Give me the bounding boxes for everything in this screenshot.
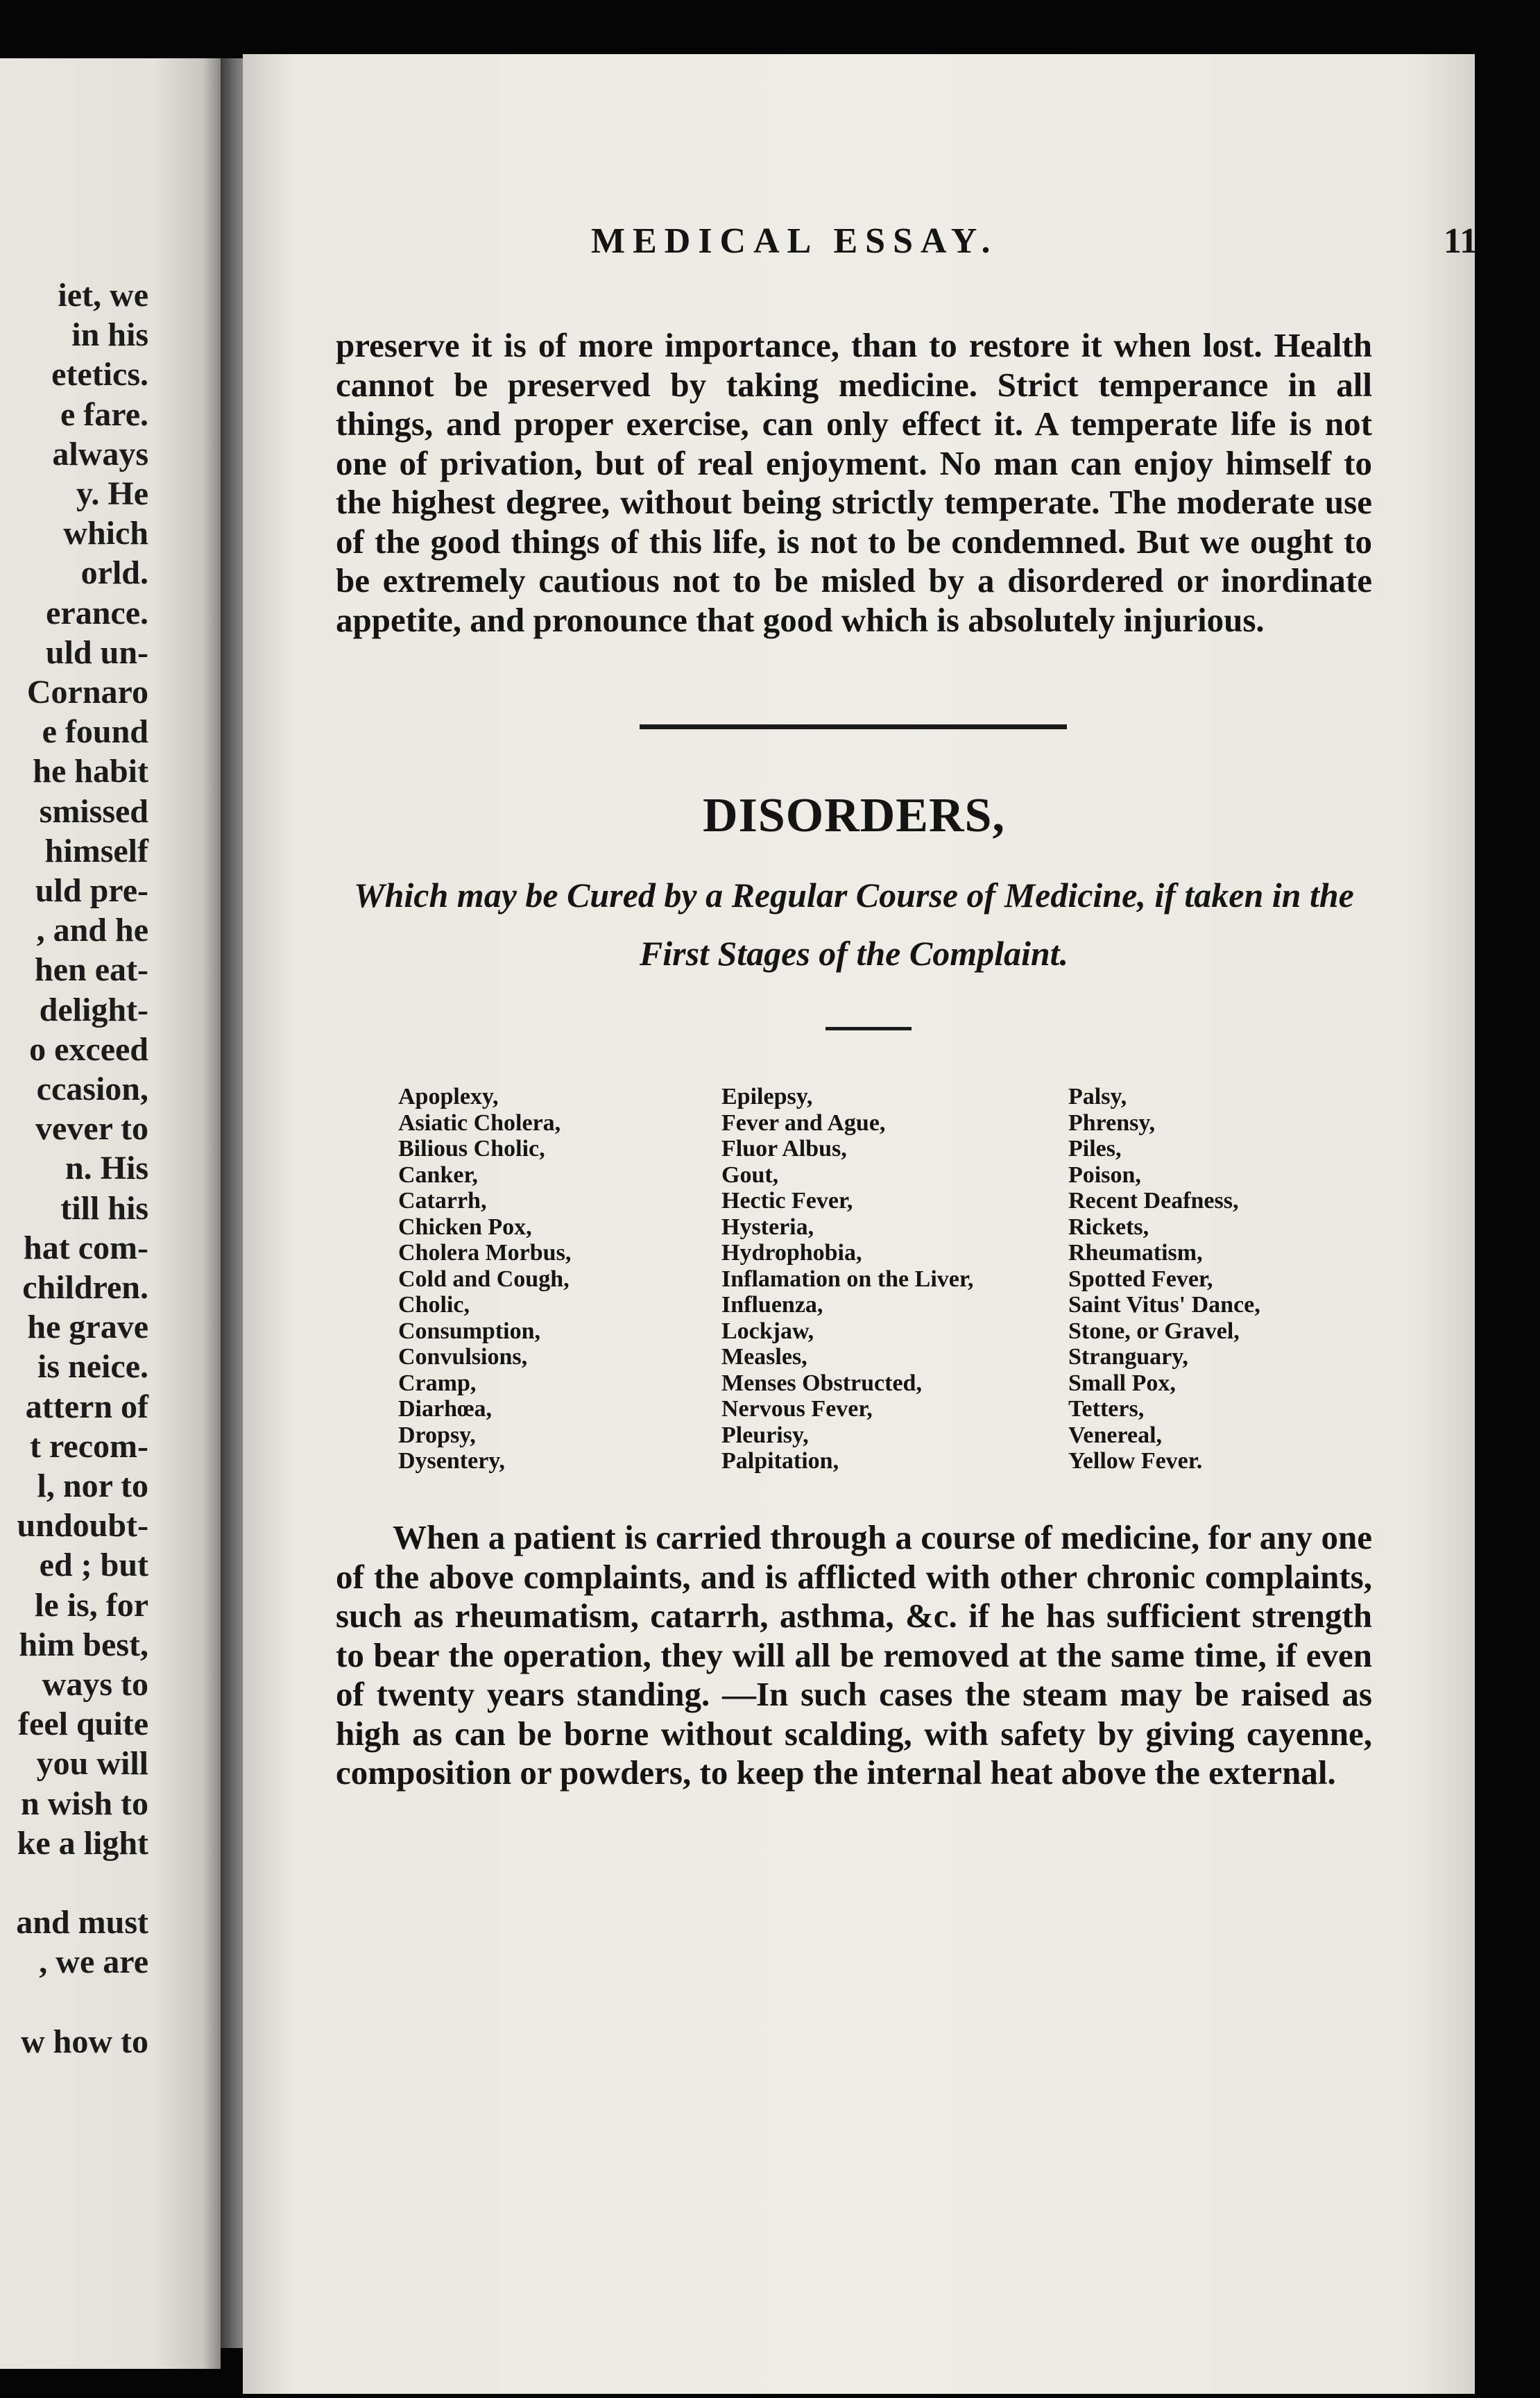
facing-page-line: le is, for [35,1586,148,1624]
facing-page-line: ed ; but [39,1547,148,1584]
facing-page-line: himself [44,832,148,869]
facing-page-line: till his [60,1189,148,1227]
disorder-item: Epilepsy, [721,1084,813,1109]
disorder-item: Cholera Morbus, [398,1240,572,1266]
facing-page-line: , we are [39,1944,148,1981]
disorder-item: Rheumatism, [1068,1240,1203,1266]
disorder-item: Cold and Cough, [398,1266,570,1292]
facing-page-line: n. His [65,1150,148,1187]
facing-page-line: feel quite [18,1706,148,1743]
disorder-item: Convulsions, [398,1344,528,1370]
facing-page-line: which [63,515,148,552]
facing-page-line: in his [71,316,148,354]
disorder-item: Recent Deafness, [1068,1188,1239,1214]
disorder-item: Diarhœa, [398,1396,493,1422]
disorder-item: Pleurisy, [721,1422,809,1448]
facing-page-line: ke a light [17,1824,148,1862]
facing-page-line: e found [42,713,148,751]
disorder-item: Menses Obstructed, [721,1370,922,1396]
paragraph-temperance: preserve it is of more importance, than to restore it when lost. Health cannot be preserved by taking medicine. Strict temperance in all things, and proper exercise, can only effect it. A temperate life is not one of privation, but of real enjoyment. No man can enjoy himself to the highest degree, without being strictly temperate. The moderate use of the good things of this life, is not to be condemned. But we ought to be extremely cautious not to be misled by a disordered or inordinate appetite, and pronounce that good which is absolutely injurious. [336,326,1372,639]
facing-page-line: ways to [42,1666,148,1703]
disorder-item: Catarrh, [398,1188,487,1214]
disorders-column-1 [398,1084,571,1474]
disorder-item: Hectic Fever, [721,1188,853,1214]
facing-page-line: smissed [39,792,148,830]
disorder-item: Poison, [1068,1162,1141,1188]
facing-page-line: l, nor to [37,1468,148,1504]
disorder-item: Chicken Pox, [398,1214,532,1240]
disorder-item: Saint Vitus' Dance, [1068,1292,1260,1318]
facing-page-line: he grave [27,1309,148,1346]
disorder-item: Lockjaw, [721,1318,814,1344]
disorder-item: Inflamation on the Liver, [721,1266,974,1292]
facing-page [0,58,221,2369]
disorder-item: Cholic, [398,1292,470,1318]
facing-page-line: and must [16,1904,148,1941]
facing-page-line: etetics. [51,356,148,393]
facing-page-line: him best, [19,1626,148,1663]
disorder-item: Yellow Fever. [1068,1448,1203,1474]
disorder-item: Dysentery, [398,1448,505,1474]
disorder-item: Apoplexy, [398,1084,499,1109]
disorder-item: Canker, [398,1162,478,1188]
disorder-item: Measles, [721,1344,807,1370]
facing-page-line: e fare. [60,396,148,433]
facing-page-line: n wish to [20,1785,148,1822]
facing-page-line: he habit [33,753,148,790]
running-head [347,221,1478,276]
disorder-item: Dropsy, [398,1422,476,1448]
section-heading: DISORDERS, [703,789,1005,842]
disorders-column-3 [1068,1084,1260,1474]
running-title: MEDICAL ESSAY. [591,221,998,261]
short-divider [825,1027,912,1030]
disorder-item: Stone, or Gravel, [1068,1318,1240,1344]
facing-page-line: hat com- [24,1229,148,1266]
disorder-item: Consumption, [398,1318,541,1344]
facing-page-line: vever to [35,1110,148,1148]
disorder-item: Palsy, [1068,1084,1127,1109]
facing-page-line: o exceed [29,1030,148,1068]
facing-page-line: , and he [36,912,148,949]
facing-page-line: Cornaro [26,674,148,711]
facing-page-line: w how to [20,2023,148,2060]
disorder-item: Bilious Cholic, [398,1136,545,1162]
disorder-item: Palpitation, [721,1448,839,1474]
facing-page-line: y. He [76,475,148,512]
disorders-column-2 [721,1084,973,1474]
facing-page-line: undoubt- [17,1507,148,1545]
facing-page-line: always [52,435,148,473]
facing-page-line: children. [22,1269,148,1306]
disorder-item: Rickets, [1068,1214,1149,1240]
disorder-item: Stranguary, [1068,1344,1188,1370]
facing-page-line: is neice. [37,1348,148,1386]
disorder-item: Piles, [1068,1136,1122,1162]
disorder-item: Influenza, [721,1292,823,1318]
section-subheading: Which may be Cured by a Regular Course of Medicine, if taken in the First Stages of the Complaint. [354,876,1354,973]
facing-page-line: hen eat- [35,951,148,989]
disorder-item: Hydrophobia, [721,1240,862,1266]
page-number: 11 [1443,221,1478,261]
facing-page-line: iet, we [58,277,148,314]
paragraph-treatment: When a patient is carried through a course of medicine, for any one of the above complaints, and is afflicted with other chronic complaints, such as rheumatism, catarrh, asthma, &c. if he has sufficient strength to bear the operation, they will all be removed at the same time, if even of twenty years standing. —In such cases the steam may be raised as high as can be borne without scalding, with safety by giving cayenne, composition or powders, to keep the internal heat above the external. [336,1518,1372,1792]
facing-page-line: t recom- [30,1427,148,1465]
disorder-item: Venereal, [1068,1422,1163,1448]
disorder-item: Tetters, [1068,1396,1145,1422]
facing-page-line: ccasion, [36,1071,148,1107]
disorder-item: Phrensy, [1068,1109,1156,1136]
facing-page-line: you will [36,1745,148,1783]
disorder-item: Nervous Fever, [721,1396,873,1422]
section-divider [640,724,1067,729]
facing-page-line: uld pre- [35,872,148,909]
facing-page-line: orld. [80,554,148,592]
facing-page-line: erance. [46,594,148,631]
disorder-item: Fluor Albus, [721,1136,847,1162]
disorder-item: Spotted Fever, [1068,1266,1213,1292]
disorder-item: Small Pox, [1068,1370,1176,1396]
disorder-item: Gout, [721,1162,779,1188]
facing-page-line: attern of [25,1388,148,1425]
disorder-item: Hysteria, [721,1214,814,1240]
disorder-item: Fever and Ague, [721,1109,886,1136]
facing-page-line: delight- [39,991,148,1028]
disorder-item: Cramp, [398,1370,477,1396]
disorder-item: Asiatic Cholera, [398,1109,561,1136]
facing-page-line: uld un- [45,633,148,671]
